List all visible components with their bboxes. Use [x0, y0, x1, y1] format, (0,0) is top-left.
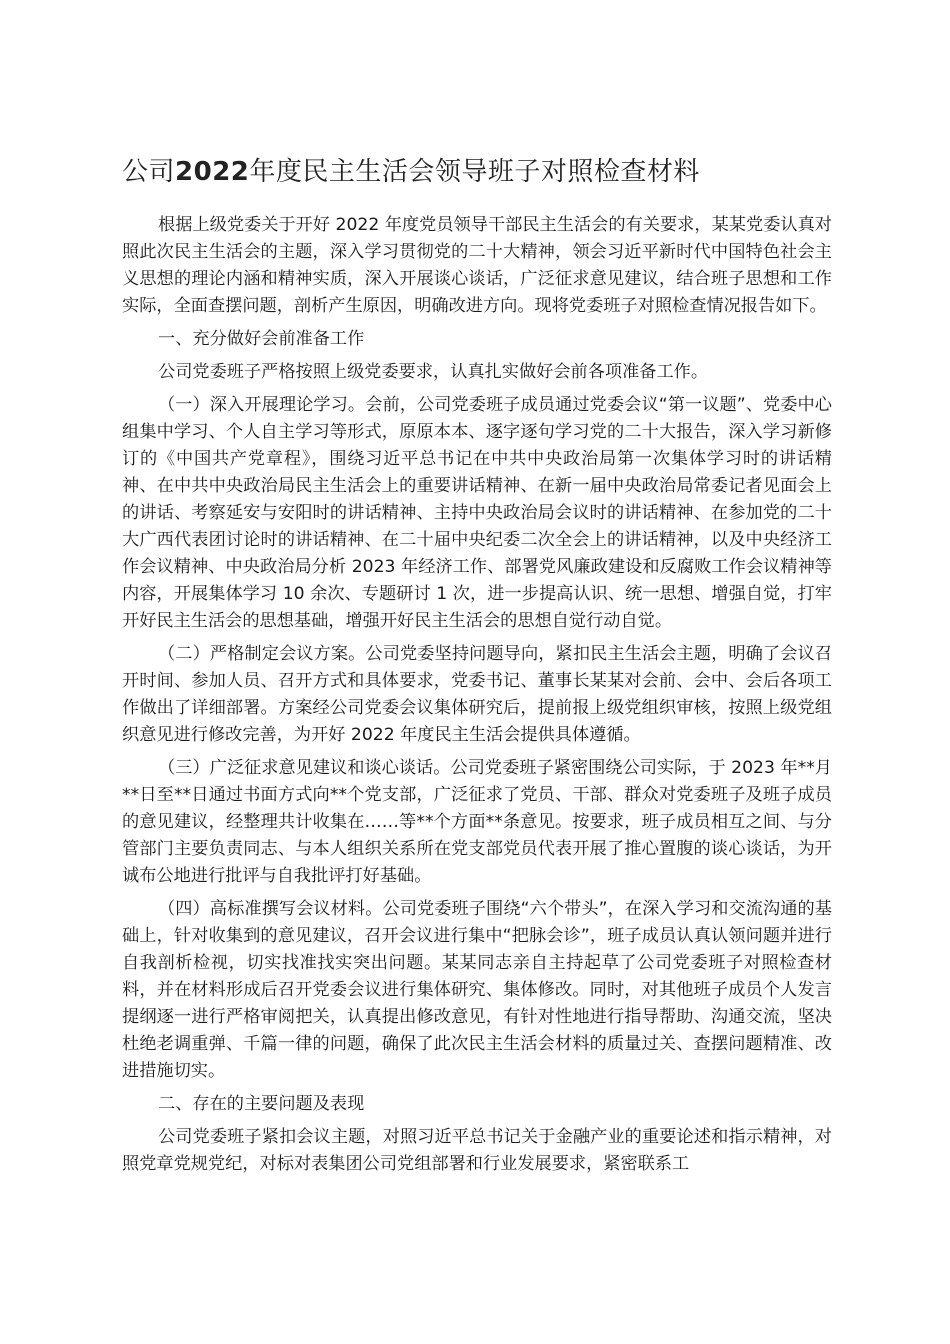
section-heading-1: 一、充分做好会前准备工作 — [158, 329, 365, 349]
title-year: 2022 — [175, 157, 250, 187]
document-page — [122, 150, 832, 1184]
document-title — [122, 150, 832, 194]
title-suffix: 年度民主生活会领导班子对照检查材料 — [249, 157, 700, 187]
title-prefix: 公司 — [122, 157, 176, 187]
subsection-2-meeting-plan: （二）严格制定会议方案。公司党委坚持问题导向，紧扣民主生活会主题，明确了会议召开时间、参加人员、召开方式和具体要求，党委书记、董事长某某对会前、会中、会后各项工作做出了详细部署。方案经公司党委会议集体研究后，提前报上级党组织审核，按照上级党组织意见进行修改完善，为开好 2022 年度民主生活会提供具体遵循。 — [122, 644, 832, 745]
subsection-1-theory-study: （一）深入开展理论学习。会前，公司党委班子成员通过党委会议“第一议题”、党委中心组集中学习、个人自主学习等形式，原原本本、逐字逐句学习党的二十大报告，深入学习新修订的《中国共产党章程》，围绕习近平总书记在中共中央政治局第一次集体学习时的讲话精神、在中共中央政治局民主生活会上的重要讲话精神、在新一届中央政治局常委记者见面会上的讲话、考察延安与安阳时的讲话精神、主持中央政治局会议时的讲话精神、在参加党的二十大广西代表团讨论时的讲话精神、在二十届中央纪委二次全会上的讲话精神，以及中央经济工作会议精神、中央政治局分析 2023 年经济工作、部署党风廉政建设和反腐败工作会议精神等内容，开展集体学习 10 余次、专题研讨 1 次，进一步提高认识、统一思想、增强自觉，打牢开好民主生活会的思想基础，增强开好民主生活会的思想自觉行动自觉。 — [122, 395, 832, 631]
section-heading-2: 二、存在的主要问题及表现 — [158, 1094, 365, 1114]
subsection-4-meeting-materials: （四）高标准撰写会议材料。公司党委班子围绕“六个带头”，在深入学习和交流沟通的基础上，针对收集到的意见建议，召开会议进行集中“把脉会诊”，班子成员认真认领问题并进行自我剖析检视，切实找准找实突出问题。某某同志亲自主持起草了公司党委班子对照检查材料，并在材料形成后召开党委会议进行集体研究、集体修改。同时，对其他班子成员个人发言提纲逐一进行严格审阅把关，认真提出修改意见，有针对性地进行指导帮助、沟通交流，坚决杜绝老调重弹、千篇一律的问题，确保了此次民主生活会材料的质量过关、查摆问题精准、改进措施切实。 — [122, 899, 832, 1081]
subsection-3-opinions-talks: （三）广泛征求意见建议和谈心谈话。公司党委班子紧密围绕公司实际，于 2023 年**月**日至**日通过书面方式向**个党支部，广泛征求了党员、干部、群众对党委班子及班子成员的意见建议，经整理共计收集在……等**个方面**条意见。按要求，班子成员相互之间、与分管部门主要负责同志、与本人组织关系所在党支部党员代表开展了推心置腹的谈心谈话，为开诚布公地进行批评与自我批评打好基础。 — [122, 758, 832, 886]
section-2-intro: 公司党委班子紧扣会议主题，对照习近平总书记关于金融产业的重要论述和指示精神，对照党章党规党纪，对标对表集团公司党组部署和行业发展要求，紧密联系工 — [122, 1127, 832, 1174]
section-1-intro: 公司党委班子严格按照上级党委要求，认真扎实做好会前各项准备工作。 — [158, 362, 709, 382]
intro-paragraph: 根据上级党委关于开好 2022 年度党员领导干部民主生活会的有关要求，某某党委认真对照此次民主生活会的主题，深入学习贯彻党的二十大精神，领会习近平新时代中国特色社会主义思想的理论内涵和精神实质，深入开展谈心谈话，广泛征求意见建议，结合班子思想和工作实际，全面查摆问题，剖析产生原因，明确改进方向。现将党委班子对照检查情况报告如下。 — [122, 215, 832, 316]
